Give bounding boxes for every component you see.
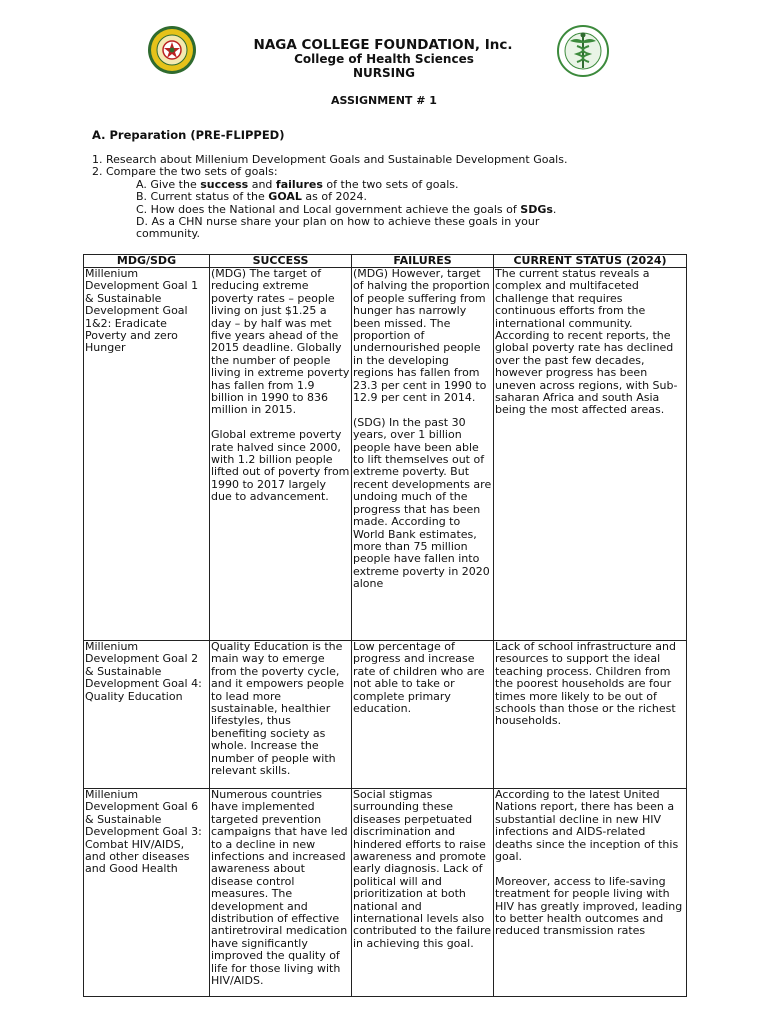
table-row [84, 641, 687, 789]
section-title: A. Preparation (PRE-FLIPPED) [92, 128, 285, 142]
instructions-list [92, 154, 692, 241]
goal-cell: Millenium Development Goal 1 & Sustainable Development Goal 1&2: Eradicate Poverty and zero Hunger [84, 268, 210, 641]
assignment-title: ASSIGNMENT # 1 [331, 94, 437, 107]
instruction-item-d-continued: community. [136, 227, 200, 241]
header-current-status: CURRENT STATUS (2024) [494, 255, 687, 268]
status-cell: Lack of school infrastructure and resources to support the ideal teaching process. Children from the poorest households are four times more likely to be out of schools than those or the richest households. [494, 641, 687, 789]
instruction-item-c: C. How does the National and Local government achieve the goals of SDGs. [136, 202, 557, 216]
status-cell: The current status reveals a complex and multifaceted challenge that requires continuous efforts from the international community. According to recent reports, the global poverty rate has declined over the past few decades, however progress has been uneven across regions, with Sub-saharan Africa and south Asia being the most affected areas. [494, 268, 687, 641]
instruction-item-1: 1. Research about Millenium Development Goals and Sustainable Development Goals. [92, 153, 568, 166]
institution-name: NAGA COLLEGE FOUNDATION, Inc. [253, 37, 513, 53]
instruction-item-d: D. As a CHN nurse share your plan on how to achieve these goals in your [136, 215, 540, 229]
header-mdg-sdg: MDG/SDG [84, 255, 210, 268]
program-name: NURSING [352, 66, 416, 80]
goals-comparison-table [83, 254, 687, 997]
failures-cell: (MDG) However, target of halving the proportion of people suffering from hunger has narrowly been missed. The proportion of undernourished people in the developing regions has fallen from 23.3 per cent in 1990 to 12.9 per cent in 2014. (SDG) In the past 30 years, over 1 billion people have been able to lift themselves out of extreme poverty. But recent developments are undoing much of the progress that has been made. According to World Bank estimates, more than 75 million people have fallen into extreme poverty in 2020 alone [352, 268, 494, 641]
status-cell: According to the latest United Nations report, there has been a substantial decline in new HIV infections and AIDS-related deaths since the inception of this goal. Moreover, access to life-saving treatment for people living with HIV has greatly improved, leading to better health outcomes and reduced transmission rates [494, 789, 687, 997]
header-failures: FAILURES [352, 255, 494, 268]
goal-cell: Millenium Development Goal 6 & Sustainable Development Goal 3: Combat HIV/AIDS, and other diseases and Good Health [84, 789, 210, 997]
header-success: SUCCESS [210, 255, 352, 268]
success-cell: (MDG) The target of reducing extreme poverty rates – people living on just $1.25 a day – by half was met five years ahead of the 2015 deadline. Globally the number of people living in extreme poverty has fallen from 1.9 billion in 1990 to 836 million in 2015. Global extreme poverty rate halved since 2000, with 1.2 billion people lifted out of poverty from 1990 to 2017 largely due to advancement. [210, 268, 352, 641]
table-row [84, 268, 687, 641]
failures-cell: Low percentage of progress and increase rate of children who are not able to take or complete primary education. [352, 641, 494, 789]
college-name: College of Health Sciences [294, 52, 474, 66]
table-header-row [84, 255, 687, 268]
table-row [84, 789, 687, 997]
failures-cell: Social stigmas surrounding these diseases perpetuated discrimination and hindered efforts to raise awareness and promote early diagnosis. Lack of political will and prioritization at both national and international levels also contributed to the failure in achieving this goal. [352, 789, 494, 997]
goal-cell: Millenium Development Goal 2 & Sustainable Development Goal 4: Quality Education [84, 641, 210, 789]
instruction-item-a: A. Give the success and failures of the two sets of goals. [136, 177, 459, 191]
instruction-item-2: 2. Compare the two sets of goals: [92, 165, 278, 179]
instruction-item-b: B. Current status of the GOAL as of 2024. [136, 190, 367, 204]
success-cell: Numerous countries have implemented targeted prevention campaigns that have led to a decline in new infections and increased awareness about disease control measures. The development and distribution of effective antiretroviral medication have significantly improved the quality of life for those living with HIV/AIDS. [210, 789, 352, 997]
success-cell: Quality Education is the main way to emerge from the poverty cycle, and it empowers people to lead more sustainable, healthier lifestyles, thus benefiting society as whole. Increase the number of people with relevant skills. [210, 641, 352, 789]
